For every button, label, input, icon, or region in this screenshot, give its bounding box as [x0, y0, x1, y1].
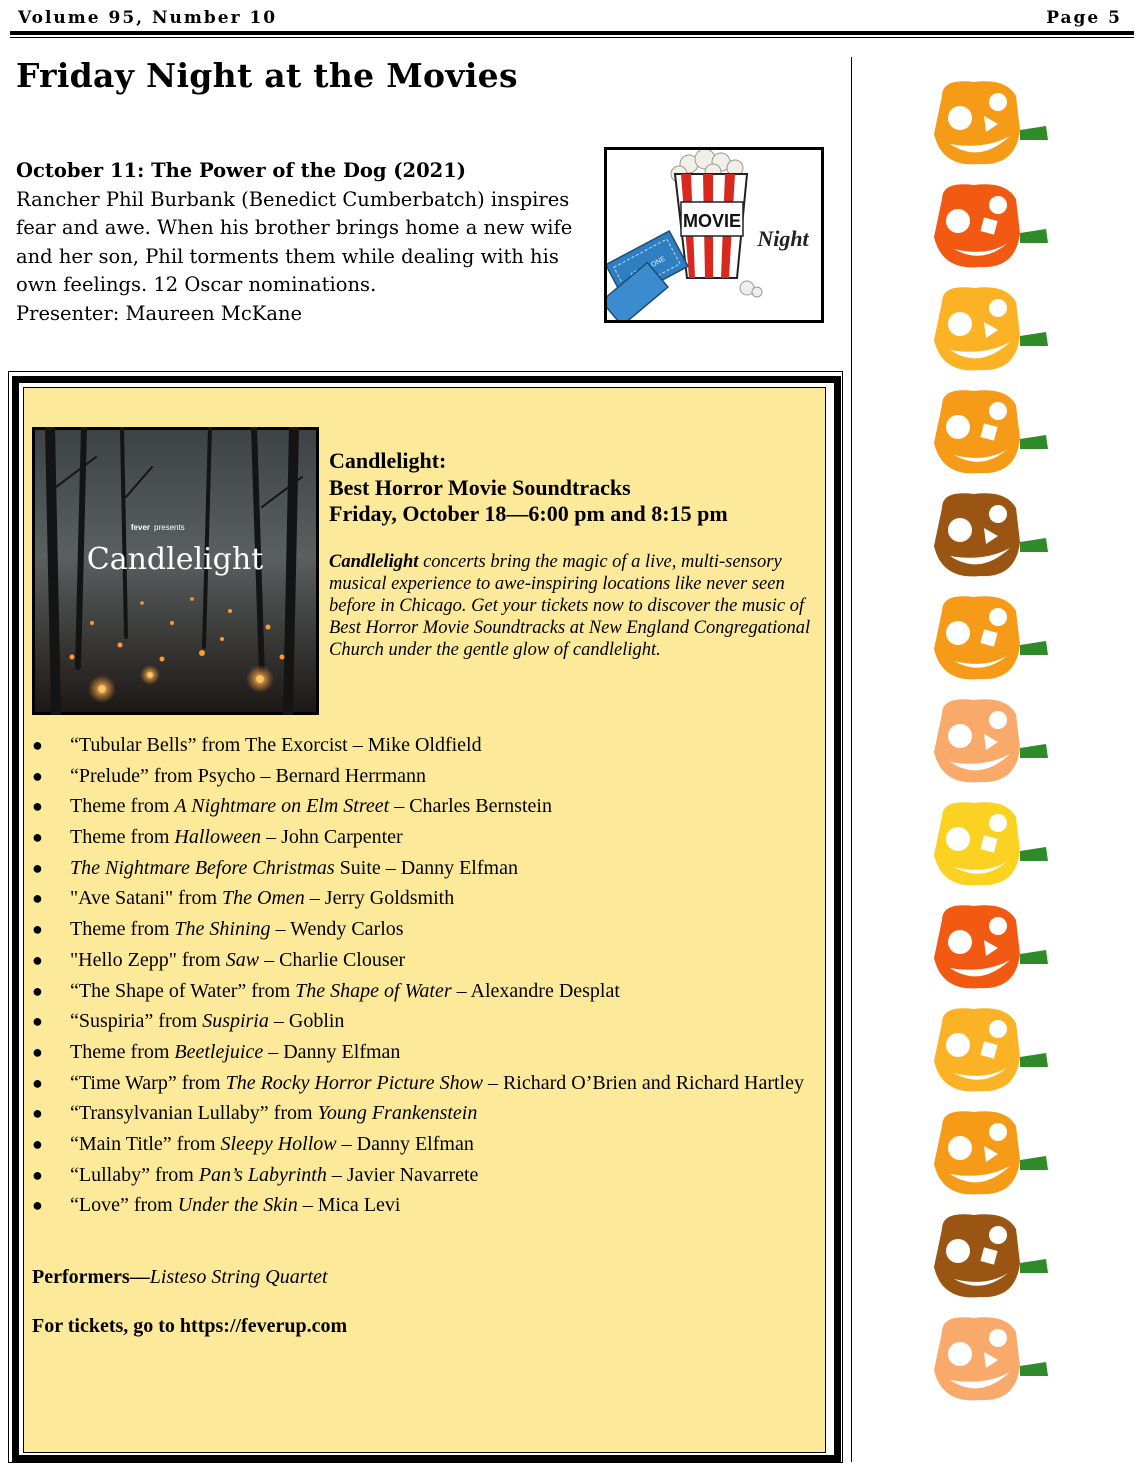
bullet-icon: ●: [32, 857, 43, 878]
pumpkin-icon: [934, 1214, 1048, 1297]
bullet-icon: ●: [32, 735, 43, 755]
pumpkin-icon: [934, 81, 1048, 164]
bullet-icon: ●: [32, 949, 43, 970]
track-text: “Tubular Bells” from The Exorcist – Mike Oldfield: [70, 734, 482, 756]
track-text: Theme from: [70, 795, 175, 818]
track-item: [32, 917, 812, 941]
track-item: [32, 1071, 812, 1095]
track-item: [32, 794, 812, 818]
bullet-icon: ●: [32, 888, 43, 909]
popcorn-word-movie: MOVIE: [682, 211, 742, 231]
header-rule-thin: [10, 37, 1134, 38]
track-title: The Rocky Horror Picture Show: [225, 1071, 483, 1094]
movie-desc-line: and her son, Phil torments them while dealing with his: [16, 244, 559, 268]
event-heading-line: Best Horror Movie Soundtracks: [329, 474, 631, 500]
poster-presents: presents: [154, 523, 185, 532]
header-rule: [10, 31, 1134, 35]
track-composer: – Wendy Carlos: [270, 918, 404, 941]
movie-night-image: [604, 147, 824, 323]
track-text: “Suspiria” from: [70, 1010, 203, 1033]
candlelight-illustration: [32, 427, 319, 715]
event-heading: [329, 448, 819, 528]
section-title: Friday Night at the Movies: [16, 56, 518, 95]
track-text: “Love” from: [70, 1194, 178, 1217]
track-title: Halloween: [174, 826, 262, 849]
track-item: [32, 856, 812, 880]
bullet-icon: ●: [32, 1011, 43, 1032]
pumpkin-icon: [934, 184, 1048, 267]
pumpkin-icon: [934, 905, 1048, 988]
poster-brand: fever: [130, 523, 150, 532]
column-divider: [851, 57, 852, 1462]
track-composer: – Danny Elfman: [336, 1132, 474, 1155]
bullet-icon: ●: [32, 1041, 43, 1062]
pumpkin-icon: [934, 1008, 1048, 1091]
track-text: “The Shape of Water” from: [70, 979, 296, 1002]
track-title: Beetlejuice: [174, 1040, 264, 1063]
track-item: [32, 1193, 812, 1217]
track-composer: – Charles Bernstein: [389, 795, 552, 818]
event-description: [329, 551, 821, 661]
event-heading-line: Candlelight:: [329, 448, 447, 473]
track-title: Under the Skin: [177, 1194, 298, 1217]
pumpkin-icon: [934, 596, 1048, 679]
track-text: Theme from: [70, 826, 175, 849]
track-title: Young Frankenstein: [317, 1102, 478, 1125]
track-title: Pan’s Labyrinth: [198, 1163, 327, 1186]
pumpkin-icon: [934, 699, 1048, 782]
track-item: [32, 1163, 812, 1187]
track-title: The Omen: [222, 887, 305, 910]
pumpkin-icon: [934, 1111, 1048, 1194]
bullet-icon: ●: [32, 1133, 43, 1154]
poster-title: Candlelight: [86, 542, 264, 577]
movie-blurb: [16, 157, 596, 328]
track-composer: – John Carpenter: [261, 826, 403, 849]
track-item: [32, 733, 812, 757]
track-composer: – Javier Navarrete: [326, 1163, 479, 1186]
bullet-icon: ●: [32, 919, 43, 940]
movie-desc-line: fear and awe. When his brother brings home a new wife: [16, 216, 573, 239]
track-composer: – Alexandre Desplat: [451, 979, 620, 1002]
track-text: “Prelude” from Psycho – Bernard Herrmann: [70, 764, 426, 787]
pumpkin-icon: [934, 287, 1048, 370]
track-title: The Nightmare Before Christmas: [70, 856, 335, 879]
track-item: [32, 1009, 812, 1033]
bullet-icon: ●: [32, 1164, 43, 1185]
popcorn-illustration: [607, 150, 821, 320]
track-composer: – Richard O’Brien and Richard Hartley: [482, 1071, 804, 1094]
track-text: Theme from: [70, 918, 175, 941]
pumpkin-icon: [934, 802, 1048, 885]
movie-title: October 11: The Power of the Dog (2021): [16, 159, 467, 182]
bullet-icon: ●: [32, 796, 43, 817]
track-title: Sleepy Hollow: [220, 1132, 337, 1155]
pumpkin-icon: [934, 390, 1048, 473]
event-desc-bold: Candlelight: [329, 552, 419, 572]
event-heading-line: Friday, October 18—6:00 pm and 8:15 pm: [329, 501, 728, 526]
track-composer: – Mica Levi: [297, 1194, 401, 1217]
track-title: Saw: [225, 948, 260, 971]
performers-name: Listeso String Quartet: [149, 1266, 328, 1288]
bullet-icon: ●: [32, 765, 43, 786]
movie-desc-line: own feelings. 12 Oscar nominations.: [16, 273, 377, 296]
pumpkin-icon: [934, 493, 1048, 576]
bullet-icon: ●: [32, 1195, 43, 1216]
bullet-icon: ●: [32, 980, 43, 1001]
track-item: [32, 948, 812, 972]
track-composer: – Danny Elfman: [263, 1040, 401, 1063]
track-text: “Time Warp” from: [70, 1071, 226, 1094]
popcorn-word-night: Night: [757, 226, 809, 251]
movie-presenter: Presenter: Maureen McKane: [16, 301, 303, 325]
performers-label: Performers: [32, 1266, 130, 1288]
track-item: [32, 764, 812, 788]
track-item: [32, 1040, 812, 1064]
track-item: [32, 1101, 812, 1125]
bullet-icon: ●: [32, 1103, 43, 1124]
performers-line: [32, 1266, 328, 1289]
page-header: [10, 4, 1132, 30]
track-composer: – Charlie Clouser: [259, 948, 406, 971]
track-title: Suspiria: [202, 1010, 269, 1033]
track-text: "Hello Zepp" from: [70, 948, 226, 971]
pumpkin-border: [924, 70, 1074, 1470]
track-list: [32, 733, 812, 1224]
tickets-line: For tickets, go to https://feverup.com: [32, 1315, 348, 1337]
track-text: Theme from: [70, 1040, 175, 1063]
track-text: “Main Title” from: [70, 1132, 221, 1155]
track-title: The Shining: [174, 918, 271, 941]
track-title: The Shape of Water: [295, 979, 452, 1002]
track-composer: – Jerry Goldsmith: [304, 887, 455, 910]
pumpkin-icon: [934, 1317, 1048, 1400]
movie-desc-line: Rancher Phil Burbank (Benedict Cumberbatch) inspires: [16, 187, 570, 211]
track-composer: – Goblin: [268, 1010, 345, 1033]
track-composer: Suite – Danny Elfman: [334, 856, 518, 879]
track-text: “Transylvanian Lullaby” from: [70, 1102, 318, 1125]
track-item: [32, 886, 812, 910]
volume-label: Volume 95, Number 10: [18, 8, 278, 28]
bullet-icon: ●: [32, 1072, 43, 1093]
track-text: “Lullaby” from: [70, 1163, 199, 1186]
track-item: [32, 1132, 812, 1156]
page-number: Page 5: [1046, 8, 1122, 28]
track-text: "Ave Satani" from: [70, 887, 223, 910]
candlelight-poster: [32, 427, 319, 715]
bullet-icon: ●: [32, 827, 43, 848]
performers-separator: —: [129, 1266, 150, 1288]
event-desc-text: concerts bring the magic of a live, multi-sensory musical experience to awe-inspiring locations like never seen before in Chicago. Get your tickets now to discover the music of Best Horror Movie Soundtracks at New England Congregational Church under the gentle glow of candlelight.: [329, 552, 811, 660]
track-item: [32, 979, 812, 1003]
track-item: [32, 825, 812, 849]
track-title: A Nightmare on Elm Street: [174, 795, 390, 818]
